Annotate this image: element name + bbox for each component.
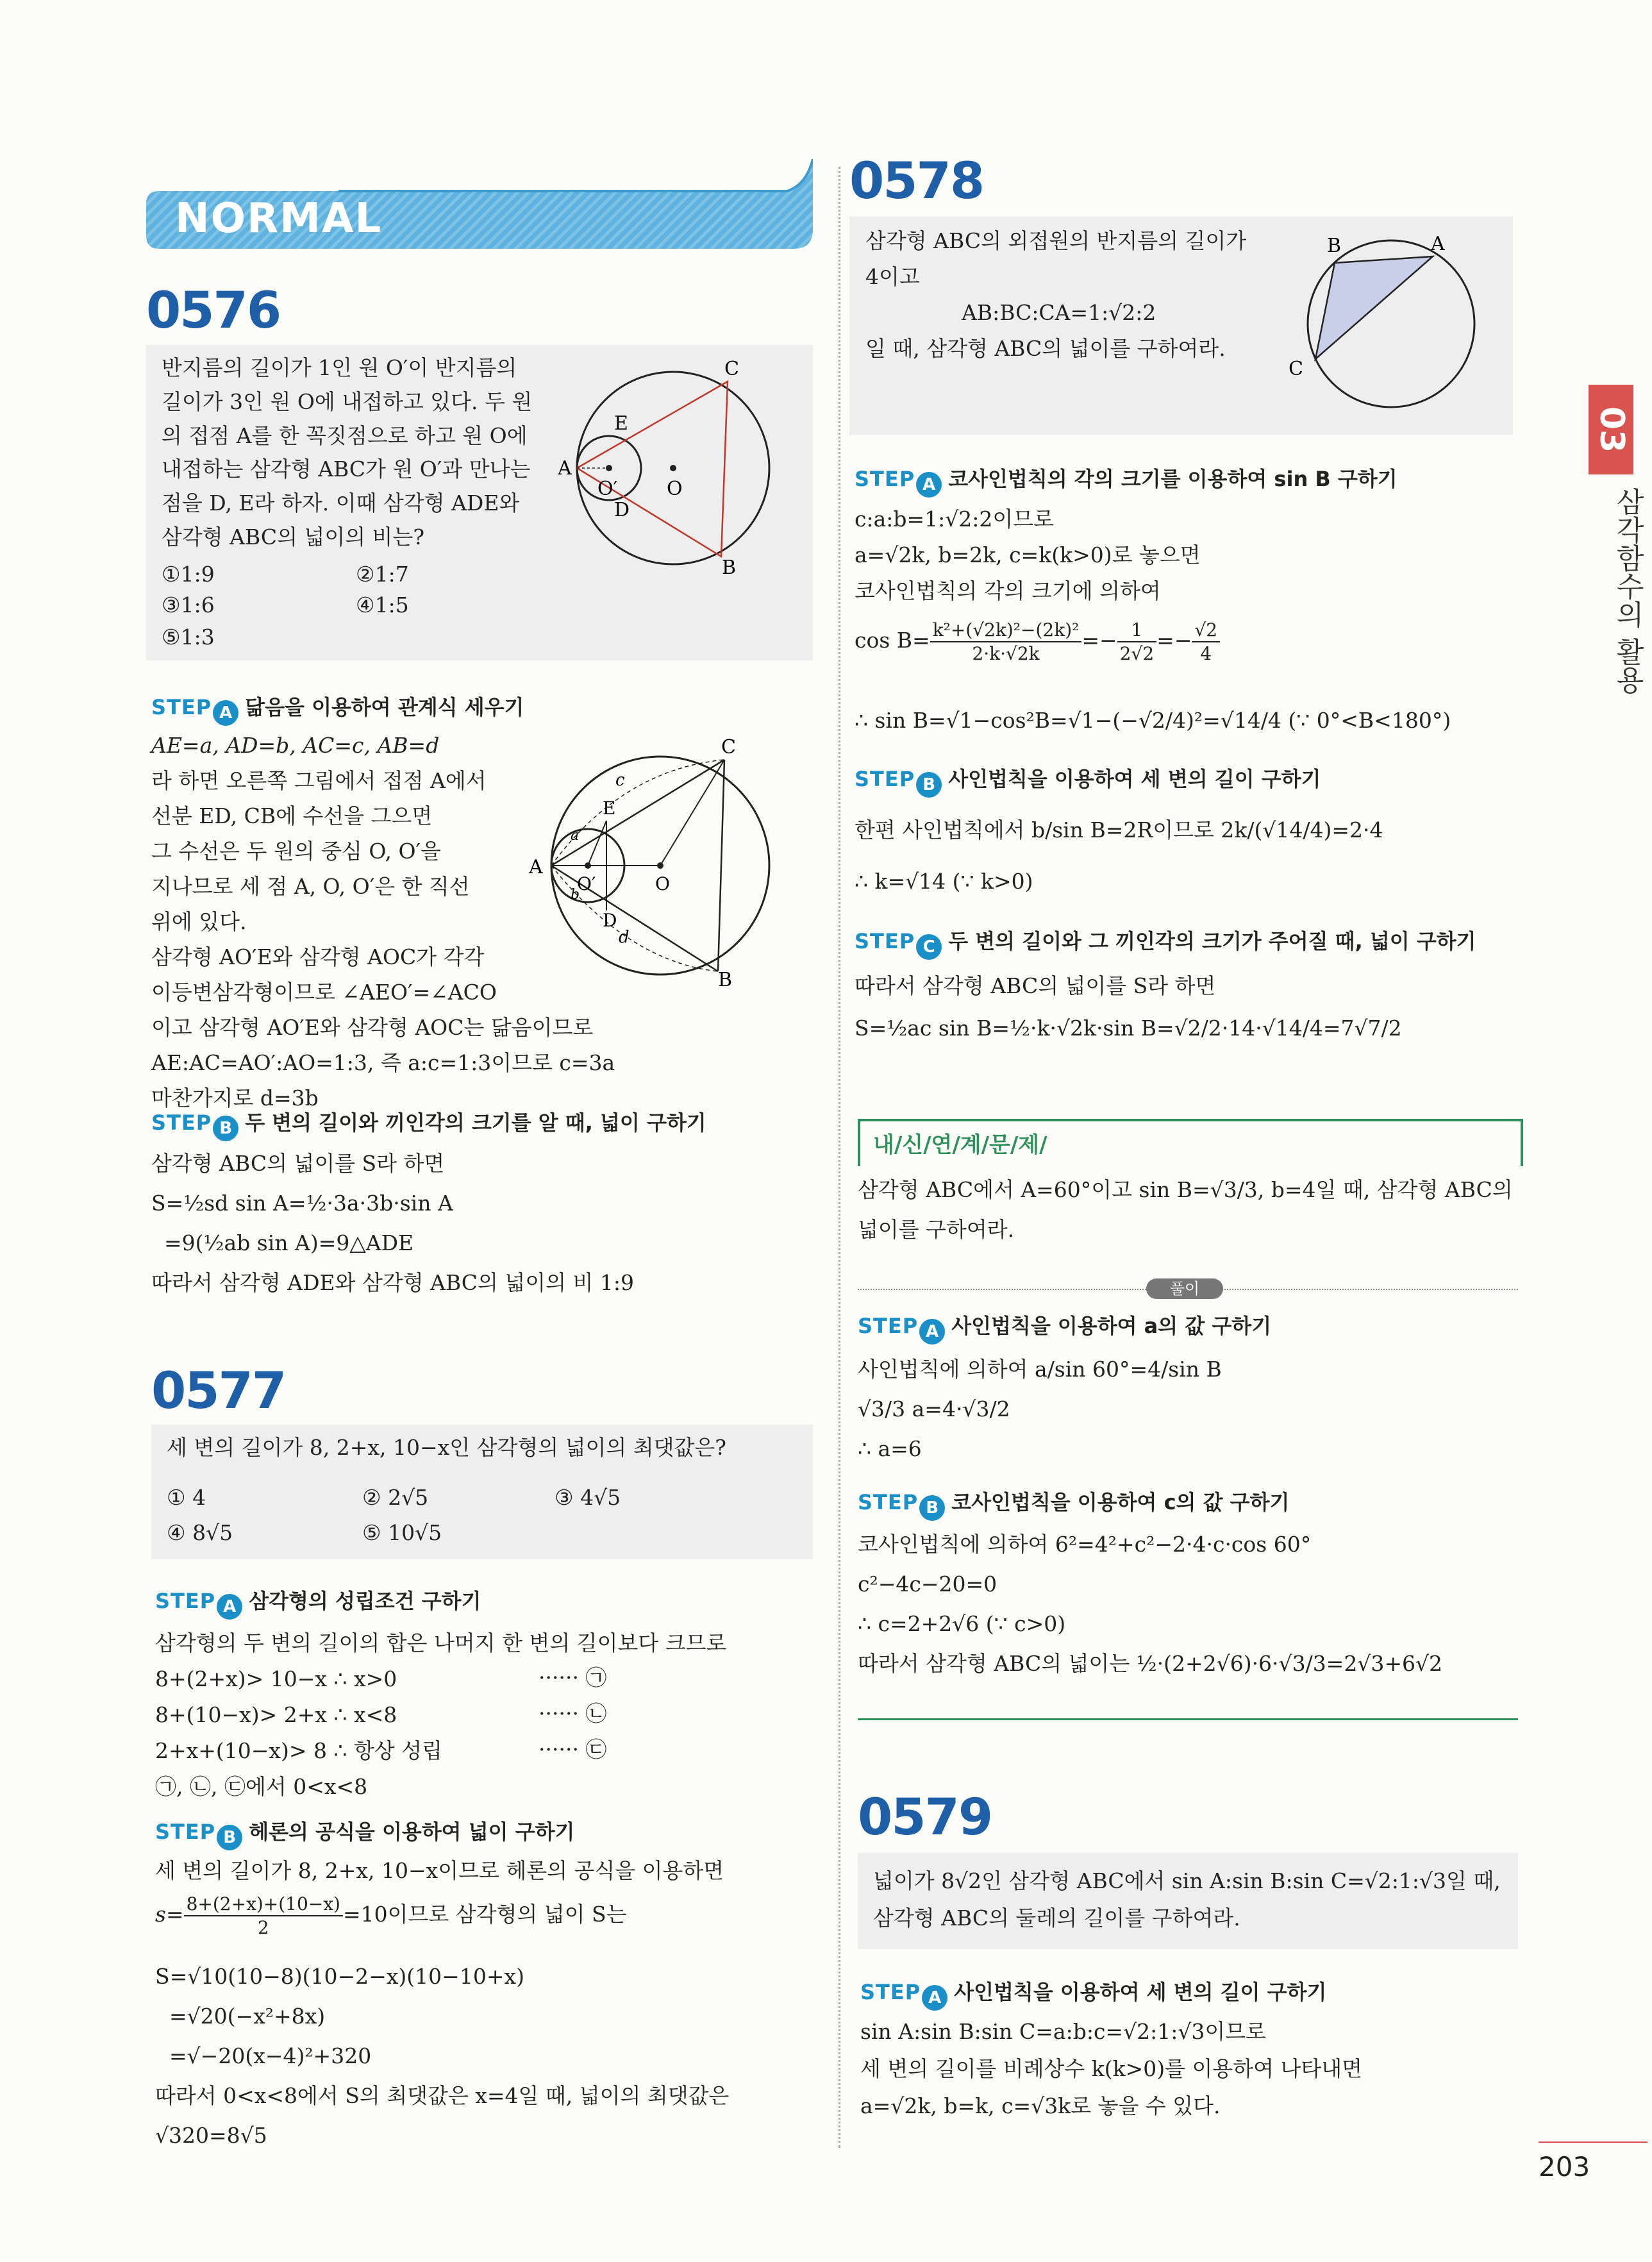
step-badge-C: C [916,934,942,960]
related-question [858,1170,1513,1250]
p576-question [162,351,532,555]
p578-q-line: 일 때, 삼각형 ABC의 넓이를 구하여라. [865,336,1226,361]
footer-rule [1539,2141,1648,2143]
fig3-label-C: C [1289,358,1303,380]
solution-line: 2+x+(10−x)> 8 ∴ 항상 성립 [155,1738,443,1763]
fig1-label-O: O [667,478,683,500]
step-title: 헤론의 공식을 이용하여 넓이 구하기 [249,1820,575,1844]
p576-choice-2[interactable]: ②1:7 [356,562,409,587]
fraction-denominator: 2√2 [1119,643,1155,664]
chapter-number: 03 [1592,406,1631,453]
step-badge-B: B [916,772,942,798]
p579-q-line: 삼각형 ABC의 둘레의 길이를 구하여라. [873,1906,1240,1931]
p576-q-line: 점을 D, E라 하자. 이때 삼각형 ADE와 [162,490,520,516]
solution-line: ∴ k=√14 (∵ k>0) [855,869,1033,894]
fig1-label-D: D [614,499,630,521]
p578-q-line: 삼각형 ABC의 외접원의 반지름의 길이가 [865,228,1247,253]
solution-line: 마찬가지로 d=3b [151,1085,319,1110]
p578-sin-line: ∴ sin B=√1−cos²B=√1−(−√2/4)²=√14/4 (∵ 0°<B<180°) [855,708,1451,733]
solution-line: ㉠, ㉡, ㉢에서 0<x<8 [155,1774,368,1799]
step-title: 코사인법칙을 이용하여 c의 값 구하기 [951,1490,1290,1514]
p576-q-line: 삼각형 ABC의 넓이의 비는? [162,524,425,549]
step-label: STEP [151,1110,212,1135]
problem-number-0577: 0577 [151,1362,286,1420]
p576-choice-3[interactable]: ③1:6 [162,592,215,617]
solution-line: √320=8√5 [155,2123,267,2148]
step-badge-A: A [217,1594,242,1620]
p576-question-figure [558,353,801,583]
solution-line: 그 수선은 두 원의 중심 O, O′을 [151,839,441,864]
p578-stepB-body [855,805,1383,907]
p578-question [865,223,1246,367]
p576-stepA-header [151,691,524,726]
solution-line: =9(½ab sin A)=9△ADE [164,1230,414,1255]
solution-line: 8+(10−x)> 2+x ∴ x<8 [155,1702,397,1727]
fraction-numerator: 1 [1117,619,1156,642]
solution-line: 한편 사인법칙에서 b/sin B=2R이므로 2k/(√14/4)=2·4 [855,817,1383,842]
solution-line: 코사인법칙에 의하여 6²=4²+c²−2·4·c·cos 60° [858,1532,1312,1557]
step-title: 사인법칙을 이용하여 세 변의 길이 구하기 [954,1980,1327,2004]
step-badge-B: B [919,1495,945,1521]
fig2-label-D: D [603,910,617,931]
step-label: STEP [855,467,915,491]
solution-line: 삼각형 AO′E와 삼각형 AOC가 각각 [151,944,485,969]
solution-line: 이등변삼각형이므로 ∠AEO′=∠ACO [151,980,497,1005]
solution-line: 위에 있다. [151,909,247,934]
related-stepB-body [858,1525,1442,1684]
solution-line: 라 하면 오른쪽 그림에서 접점 A에서 [151,768,487,793]
related-title: 내/신/연/계/문/제/ [873,1132,1047,1158]
p577-stepB-line2: s= $\frac{8+(2+x)+(10-x)}{2}$ =10이므로 삼각형의 넓이 S는 [155,1893,627,1938]
chapter-title: 삼각함수의 활용 [1611,487,1644,694]
fig2-label-C: C [721,736,736,758]
solution-line: S=½sd sin A=½·3a·3b·sin A [151,1191,453,1216]
p578-stepA-body [855,501,1201,609]
p578-stepC-header [855,925,1476,960]
step-badge-A: A [922,1985,947,2011]
step-label: STEP [860,1980,921,2004]
p577-marker-2: ······ ㉡ [538,1701,607,1726]
related-stepB-header [858,1486,1289,1521]
fig2-label-b: b [571,887,580,903]
section-title: NORMAL [175,195,383,242]
p579-stepA-body [860,2013,1362,2125]
step-badge-B: B [213,1116,238,1141]
fig1-label-B: B [722,557,737,579]
fig1-label-E: E [614,412,628,435]
step-title: 닮음을 이용하여 관계식 세우기 [245,695,524,719]
p576-q-line: 반지름의 길이가 1인 원 O′이 반지름의 [162,355,517,380]
section-banner [146,159,813,262]
p579-question [873,1863,1501,1937]
p577-marker-1: ······ ㉠ [538,1665,607,1690]
step-title: 삼각형의 성립조건 구하기 [249,1589,481,1613]
solution-line: c:a:b=1:√2:2이므로 [855,507,1055,532]
solution-line: 따라서 0<x<8에서 S의 최댓값은 x=4일 때, 넓이의 최댓값은 [155,2083,730,2108]
fig2-label-O: O [655,873,670,894]
solution-line: 세 변의 길이를 비례상수 k(k>0)를 이용하여 나타내면 [860,2056,1363,2081]
fraction-numerator: 8+(2+x)+(10−x) [184,1893,343,1916]
step-title: 사인법칙을 이용하여 세 변의 길이 구하기 [948,767,1321,791]
cos-fraction-end [1192,619,1220,665]
solution-line: √3/3 a=4·√3/2 [858,1396,1010,1421]
fraction-denominator: 2 [257,1917,269,1938]
related-bottom-rule [858,1718,1518,1720]
solution-line: =√−20(x−4)²+320 [169,2043,372,2068]
solution-line: a=√2k, b=k, c=√3k로 놓을 수 있다. [860,2093,1221,2118]
step-title: 두 변의 길이와 끼인각의 크기를 알 때, 넓이 구하기 [245,1110,706,1135]
p578-stepA-header [855,463,1398,498]
p576-stepB-header [151,1107,706,1141]
solution-line: 삼각형의 두 변의 길이의 합은 나머지 한 변의 길이보다 크므로 [155,1630,727,1655]
p576-choice-4[interactable]: ④1:5 [356,592,409,617]
fig1-label-C: C [724,358,739,380]
step-title: 코사인법칙의 각의 크기를 이용하여 sin B 구하기 [948,467,1398,491]
p576-q-line: 내접하는 삼각형 ABC가 원 O′과 만나는 [162,457,531,482]
step-badge-B: B [217,1825,242,1850]
fig2-label-d: d [619,928,630,947]
fig3-label-B: B [1327,235,1342,257]
fig2-label-a: a [571,828,580,844]
solution-line: 삼각형 ABC의 넓이를 S라 하면 [151,1151,445,1176]
step-label: STEP [151,695,212,719]
fig2-label-Oprime: O′ [577,873,596,894]
fig1-label-Oprime: O′ [597,478,618,500]
p576-solution-figure [526,731,795,987]
solution-line: 따라서 삼각형 ADE와 삼각형 ABC의 넓이의 비 1:9 [151,1270,635,1295]
fraction-numerator: k²+(√2k)²−(2k)² [930,619,1082,642]
fraction-numerator: √2 [1192,619,1220,642]
p577-stepB-line1: 세 변의 길이가 8, 2+x, 10−x이므로 헤론의 공식을 이용하면 [155,1858,724,1883]
step-label: STEP [855,929,915,953]
p578-q-line: AB:BC:CA=1:√2:2 [962,300,1156,325]
p576-q-line: 길이가 3인 원 O에 내접하고 있다. 두 원 [162,389,533,414]
step-title: 두 변의 길이와 그 끼인각의 크기가 주어질 때, 넓이 구하기 [948,929,1476,953]
step-badge-A: A [919,1319,945,1345]
step-label: STEP [858,1314,919,1338]
p576-q-line: 의 접점 A를 한 꼭짓점으로 하고 원 O에 [162,423,528,448]
solution-line: AE=a, AD=b, AC=c, AB=d [151,733,440,758]
column-divider [839,167,840,2148]
problem-number-0579: 0579 [858,1789,992,1847]
p577-choice-1[interactable]: ① 4 [167,1485,206,1510]
related-stepA-body [858,1350,1222,1469]
solution-line: 선분 ED, CB에 수선을 그으면 [151,803,433,828]
solution-line: sin A:sin B:sin C=a:b:c=√2:1:√3이므로 [860,2019,1266,2044]
p576-choice-5[interactable]: ⑤1:3 [162,624,215,649]
cos-fraction [930,619,1082,665]
heron-tail: =10이므로 삼각형의 넓이 S는 [342,1902,627,1927]
page-number: 203 [1539,2151,1590,2182]
fig2-label-B: B [718,969,733,987]
p577-stepA-header [155,1585,481,1620]
solution-line: c²−4c−20=0 [858,1571,997,1596]
fig1-label-A: A [558,457,572,480]
p579-q-line: 넓이가 8√2인 삼각형 ABC에서 sin A:sin B:sin C=√2:1:√3일 때, [873,1868,1501,1893]
fig3-label-A: A [1431,233,1445,255]
cos-lhs: cos B= [855,628,930,653]
solution-line: 사인법칙에 의하여 a/sin 60°=4/sin B [858,1357,1222,1382]
solution-line: 이고 삼각형 AO′E와 삼각형 AOC는 닮음이므로 [151,1015,594,1040]
p577-choice-2[interactable]: ② 2√5 [362,1485,429,1510]
fig2-label-E: E [603,798,616,819]
p578-cos-line: cos B= $\frac{\text{k²+(√2k)²−(2k)²}}{2\cdot k\cdot√2k}$ =− $\frac{1}{2√2}$ =− $\frac{√2}{4}$ [855,619,1220,665]
solution-line: ∴ a=6 [858,1436,922,1461]
related-q-line: 삼각형 ABC에서 A=60°이고 sin B=√3/3, b=4일 때, 삼각형 ABC의 [858,1177,1513,1202]
solution-line: 따라서 삼각형 ABC의 넓이를 S라 하면 [855,973,1216,998]
p577-stepB-header [155,1816,574,1850]
solution-line: =√20(−x²+8x) [169,2004,326,2029]
p577-choice-5[interactable]: ⑤ 10√5 [362,1520,442,1545]
p577-choice-3[interactable]: ③ 4√5 [555,1485,621,1510]
solution-line: 코사인법칙의 각의 크기에 의하여 [855,578,1161,603]
p578-q-line: 4이고 [865,264,920,289]
chapter-tab [1589,385,1633,474]
solution-line: 8+(2+x)> 10−x ∴ x>0 [155,1666,397,1691]
p577-stepA-body [155,1625,726,1805]
fig2-label-A: A [529,856,543,878]
p577-question: 세 변의 길이가 8, 2+x, 10−x인 삼각형의 넓이의 최댓값은? [167,1435,726,1460]
step-label: STEP [155,1820,216,1844]
p577-choice-4[interactable]: ④ 8√5 [167,1520,233,1545]
solution-line: S=½ac sin B=½·k·√2k·sin B=√2/2·14·√14/4=7√7/2 [855,1016,1402,1041]
p576-stepB-body [151,1144,634,1303]
p578-stepB-header [855,763,1321,798]
solution-badge: 풀이 [1146,1278,1223,1299]
related-q-line: 넓이를 구하여라. [858,1217,1015,1242]
step-label: STEP [155,1589,216,1613]
step-badge-A: A [916,472,942,498]
step-title: 사인법칙을 이용하여 a의 값 구하기 [951,1314,1272,1338]
step-label: STEP [858,1490,919,1514]
solution-line: 따라서 삼각형 ABC의 넓이는 ½·(2+2√6)·6·√3/3=2√3+6√2 [858,1651,1443,1676]
solution-line: S=√10(10−8)(10−2−x)(10−10+x) [155,1964,524,1989]
p576-choice-1[interactable]: ①1:9 [162,562,215,587]
related-stepA-header [858,1310,1271,1345]
problem-number-0578: 0578 [849,153,984,210]
fraction-denominator: 2·k·√2k [972,643,1040,664]
problem-number-0576: 0576 [146,282,281,340]
p579-stepA-header [860,1976,1326,2011]
heron-fraction [184,1893,343,1939]
step-label: STEP [855,767,915,791]
cos-fraction-mid [1117,619,1156,665]
step-badge-A: A [213,700,238,726]
solution-line: AE:AC=AO′:AO=1:3, 즉 a:c=1:3이므로 c=3a [151,1050,615,1075]
solution-line: ∴ c=2+2√6 (∵ c>0) [858,1611,1066,1636]
p577-stepB-body [155,1957,729,2156]
fig2-label-c: c [615,771,625,790]
fraction-denominator: 4 [1200,643,1212,664]
solution-line: a=√2k, b=2k, c=k(k>0)로 놓으면 [855,542,1201,567]
p578-stepC-body [855,965,1402,1050]
p577-marker-3: ······ ㉢ [538,1737,607,1762]
solution-line: 지나므로 세 점 A, O, O′은 한 직선 [151,874,470,899]
p578-figure [1289,228,1494,420]
